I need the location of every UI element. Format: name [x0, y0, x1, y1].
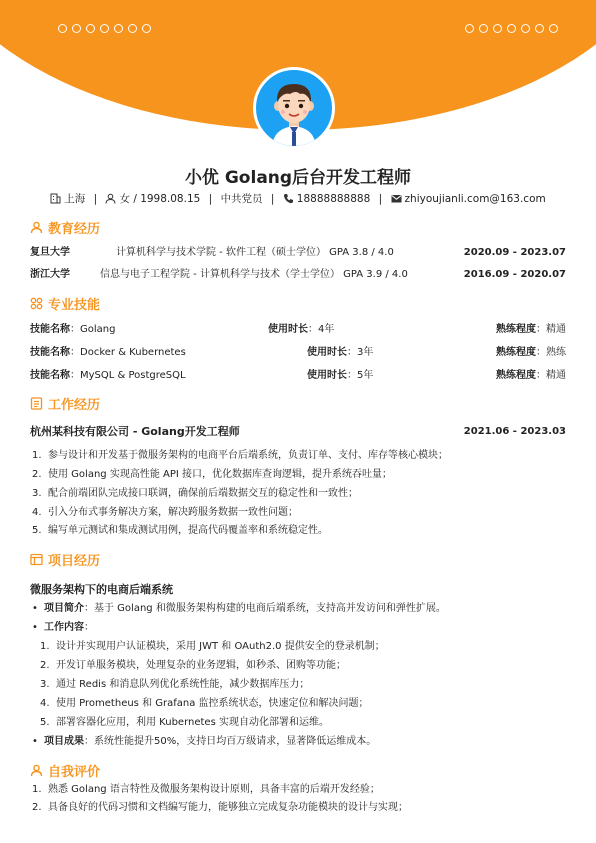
list-item-text: 设计并实现用户认证模块，采用 JWT 和 OAuth2.0 提供安全的登录机制； [56, 641, 385, 652]
list-item: 1. 设计并实现用户认证模块，采用 JWT 和 OAuth2.0 提供安全的登录机制； [40, 641, 385, 652]
avatar [253, 67, 335, 149]
education-row [30, 268, 566, 282]
skill-time-label: 使用时长 [307, 370, 347, 381]
list-item: 2. 具备良好的代码习惯和文档编写能力，能够独立完成复杂功能模块的设计与实现； [32, 802, 408, 813]
colon: ： [347, 370, 357, 381]
skill-time: 3年 [357, 347, 374, 358]
contact-separator: | [270, 193, 275, 205]
work-title-text: 工作经历 [48, 398, 101, 413]
education-detail: 信息与电子工程学院 - 计算机科学与技术（学士学位） GPA 3.9 / 4.0 [100, 269, 408, 280]
project-name: 微服务架构下的电商后端系统 [30, 583, 173, 596]
avatar-boy-icon [256, 70, 332, 146]
list-item: 5. 部署容器化应用，利用 Kubernetes 实现自动化部署和运维。 [40, 717, 329, 728]
document-icon [30, 397, 43, 410]
education-date: 2016.09 - 2020.07 [463, 269, 566, 280]
colon: ： [84, 603, 94, 614]
colon: ： [347, 347, 357, 358]
intro-label: 项目简介 [44, 603, 84, 614]
skill-name-label: 技能名称 [30, 324, 70, 335]
project-title-text: 项目经历 [48, 554, 101, 569]
email-text: zhiyoujianli.com@163.com [404, 193, 546, 205]
list-item: 4. 使用 Prometheus 和 Grafana 监控系统状态，快速定位和解决问题； [40, 698, 369, 709]
list-item-text: 引入分布式事务解决方案，解决跨服务数据一致性问题； [48, 507, 298, 518]
education-section-title [30, 218, 100, 237]
self-section-title [30, 761, 100, 780]
school-name: 浙江大学 [30, 269, 70, 280]
user-icon [105, 193, 116, 204]
location-text: 上海 [64, 193, 86, 205]
project-intro: • 项目简介：基于 Golang 和微服务架构构建的电商后端系统，支持高并发访问和弹性扩展。 [32, 603, 446, 614]
colon: ： [70, 324, 80, 335]
list-item: 5. 编写单元测试和集成测试用例，提高代码覆盖率和系统稳定性。 [32, 525, 328, 536]
list-item: 2. 使用 Golang 实现高性能 API 接口，优化数据库查询逻辑，提升系统吞吐量； [32, 469, 392, 480]
skill-row [30, 369, 566, 383]
skill-row [30, 346, 566, 360]
result-text: 系统性能提升50%，支持日均百万级请求，显著降低运维成本。 [94, 736, 377, 747]
education-title-text: 教育经历 [48, 222, 101, 237]
education-row [30, 246, 566, 260]
grid-icon [30, 297, 43, 310]
skill-time-label: 使用时长 [307, 347, 347, 358]
person-icon [30, 764, 43, 777]
gender-birth-text: 女 / 1998.08.15 [119, 193, 201, 205]
project-result: • 项目成果：系统性能提升50%，支持日均百万级请求，显著降低运维成本。 [32, 736, 377, 747]
education-detail: 计算机科学与技术学院 - 软件工程（硕士学位） GPA 3.8 / 4.0 [116, 247, 394, 258]
colon: ： [70, 370, 80, 381]
list-item-text: 配合前端团队完成接口联调，确保前后端数据交互的稳定性和一致性； [48, 488, 358, 499]
phone-icon [283, 193, 294, 204]
list-item-text: 熟悉 Golang 语言特性及微服务架构设计原则，具备丰富的后端开发经验； [48, 784, 380, 795]
skill-level: 精通 [546, 324, 566, 335]
political-status-text: 中共党员 [220, 193, 263, 205]
contact-info [0, 191, 596, 206]
window-icon [30, 553, 43, 566]
skill-level-label: 熟练程度 [496, 347, 536, 358]
contact-separator: | [208, 193, 213, 205]
skill-level: 精通 [546, 370, 566, 381]
decorative-circles-right [465, 24, 558, 33]
skill-name-label: 技能名称 [30, 347, 70, 358]
decorative-circles-left [58, 24, 151, 33]
skills-title-text: 专业技能 [48, 298, 101, 313]
skill-name-label: 技能名称 [30, 370, 70, 381]
colon: ： [536, 324, 546, 335]
work-date: 2021.06 - 2023.03 [463, 426, 566, 437]
school-name: 复旦大学 [30, 247, 70, 258]
skill-time: 5年 [357, 370, 374, 381]
skill-name: Golang [80, 324, 116, 335]
skill-level-label: 熟练程度 [496, 324, 536, 335]
education-date: 2020.09 - 2023.07 [463, 247, 566, 258]
colon: ： [84, 622, 94, 633]
list-item-text: 使用 Golang 实现高性能 API 接口，优化数据库查询逻辑，提升系统吞吐量； [48, 469, 392, 480]
list-item-text: 通过 Redis 和消息队列优化系统性能，减少数据库压力； [56, 679, 310, 690]
list-item-text: 具备良好的代码习惯和文档编写能力，能够独立完成复杂功能模块的设计与实现； [48, 802, 408, 813]
list-item: 1. 熟悉 Golang 语言特性及微服务架构设计原则，具备丰富的后端开发经验； [32, 784, 380, 795]
phone-text: 18888888888 [296, 193, 371, 205]
colon: ： [536, 347, 546, 358]
list-item-text: 开发订单服务模块，处理复杂的业务逻辑，如秒杀、团购等功能； [56, 660, 346, 671]
list-item: 2. 开发订单服务模块，处理复杂的业务逻辑，如秒杀、团购等功能； [40, 660, 346, 671]
skill-time-label: 使用时长 [268, 324, 308, 335]
colon: ： [536, 370, 546, 381]
project-content-label: • 工作内容： [32, 622, 94, 633]
contact-separator: | [378, 193, 383, 205]
company-title: 杭州某科技有限公司 - Golang开发工程师 [30, 425, 240, 438]
skills-section-title [30, 294, 100, 313]
building-icon [50, 193, 61, 204]
contact-separator: | [93, 193, 98, 205]
skill-row [30, 323, 566, 337]
project-section-title [30, 550, 100, 569]
skill-name: Docker & Kubernetes [80, 347, 186, 358]
skill-level-label: 熟练程度 [496, 370, 536, 381]
list-item-text: 参与设计和开发基于微服务架构的电商平台后端系统，负责订单、支付、库存等核心模块； [48, 450, 448, 461]
intro-text: 基于 Golang 和微服务架构构建的电商后端系统，支持高并发访问和弹性扩展。 [94, 603, 446, 614]
content-label: 工作内容 [44, 622, 84, 633]
list-item-text: 部署容器化应用，利用 Kubernetes 实现自动化部署和运维。 [56, 717, 329, 728]
mail-icon [391, 193, 402, 204]
skill-time: 4年 [318, 324, 335, 335]
result-label: 项目成果 [44, 736, 84, 747]
work-header-row [30, 425, 566, 439]
person-icon [30, 221, 43, 234]
colon: ： [70, 347, 80, 358]
list-item-text: 使用 Prometheus 和 Grafana 监控系统状态，快速定位和解决问题； [56, 698, 369, 709]
list-item: 3. 配合前端团队完成接口联调，确保前后端数据交互的稳定性和一致性； [32, 488, 358, 499]
work-section-title [30, 394, 100, 413]
self-title-text: 自我评价 [48, 765, 101, 780]
colon: ： [84, 736, 94, 747]
page-title: 小优 Golang后台开发工程师 [184, 168, 412, 188]
list-item-text: 编写单元测试和集成测试用例，提高代码覆盖率和系统稳定性。 [48, 525, 328, 536]
skill-name: MySQL & PostgreSQL [80, 370, 186, 381]
list-item: 3. 通过 Redis 和消息队列优化系统性能，减少数据库压力； [40, 679, 310, 690]
list-item: 1. 参与设计和开发基于微服务架构的电商平台后端系统，负责订单、支付、库存等核心模块； [32, 450, 448, 461]
skill-level: 熟练 [546, 347, 566, 358]
colon: ： [308, 324, 318, 335]
list-item: 4. 引入分布式事务解决方案，解决跨服务数据一致性问题； [32, 507, 298, 518]
